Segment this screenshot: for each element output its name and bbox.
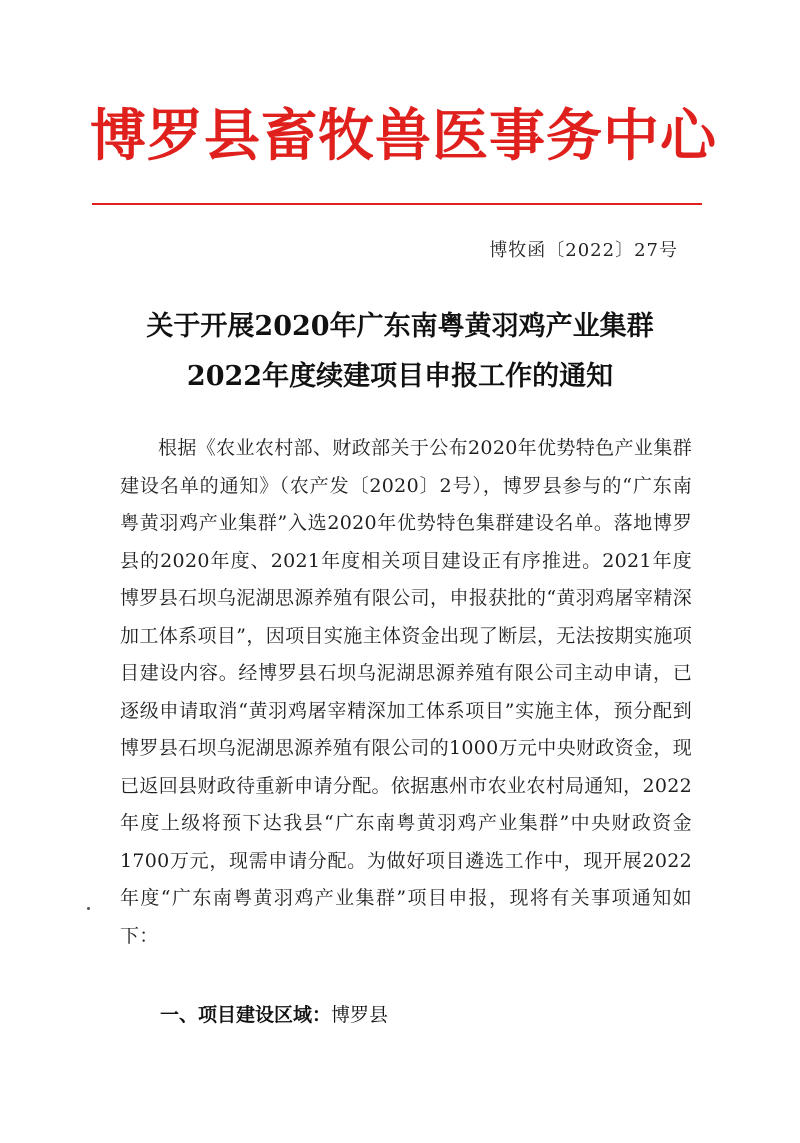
section-1-value: 博罗县 (331, 1004, 389, 1026)
title-line-2: 2022年度续建项目申报工作的通知 (186, 361, 614, 392)
body-paragraph: 根据《农业农村部、财政部关于公布2020年优势特色产业集群建设名单的通知》（农产发〔2020〕2号），博罗县参与的“广东南粤黄羽鸡产业集群”入选2020年优势特色集群建设名单。落地博罗县的2020年度、2021年度相关项目建设正有序推进。2021年度博罗县石坝乌泥湖思源养殖有限公司，申报获批的“黄羽鸡屠宰精深加工体系项目”，因项目实施主体资金出现了断层，无法按期实施项目建设内容。经博罗县石坝乌泥湖思源养殖有限公司主动申请，已逐级申请取消“黄羽鸡屠宰精深加工体系项目”实施主体，预分配到博罗县石坝乌泥湖思源养殖有限公司的1000万元中央财政资金，现已返回县财政待重新申请分配。依据惠州市农业农村局通知，2022年度上级将预下达我县“广东南粤黄羽鸡产业集群”中央财政资金1700万元，现需申请分配。为做好项目遴选工作中，现开展2022年度“广东南粤黄羽鸡产业集群”项目申报，现将有关事项通知如下： (120, 437, 692, 947)
document-number: 博牧函〔2022〕27号 (489, 240, 678, 261)
scan-speck (87, 907, 90, 910)
document-title (80, 302, 720, 402)
issuing-organization-header: 博罗县畜牧兽医事务中心 (90, 103, 717, 169)
section-1-heading (160, 997, 388, 1034)
title-line-1: 关于开展2020年广东南粤黄羽鸡产业集群 (146, 311, 654, 342)
section-1-label: 一、项目建设区域： (160, 1004, 332, 1026)
header-red-divider (92, 203, 702, 205)
